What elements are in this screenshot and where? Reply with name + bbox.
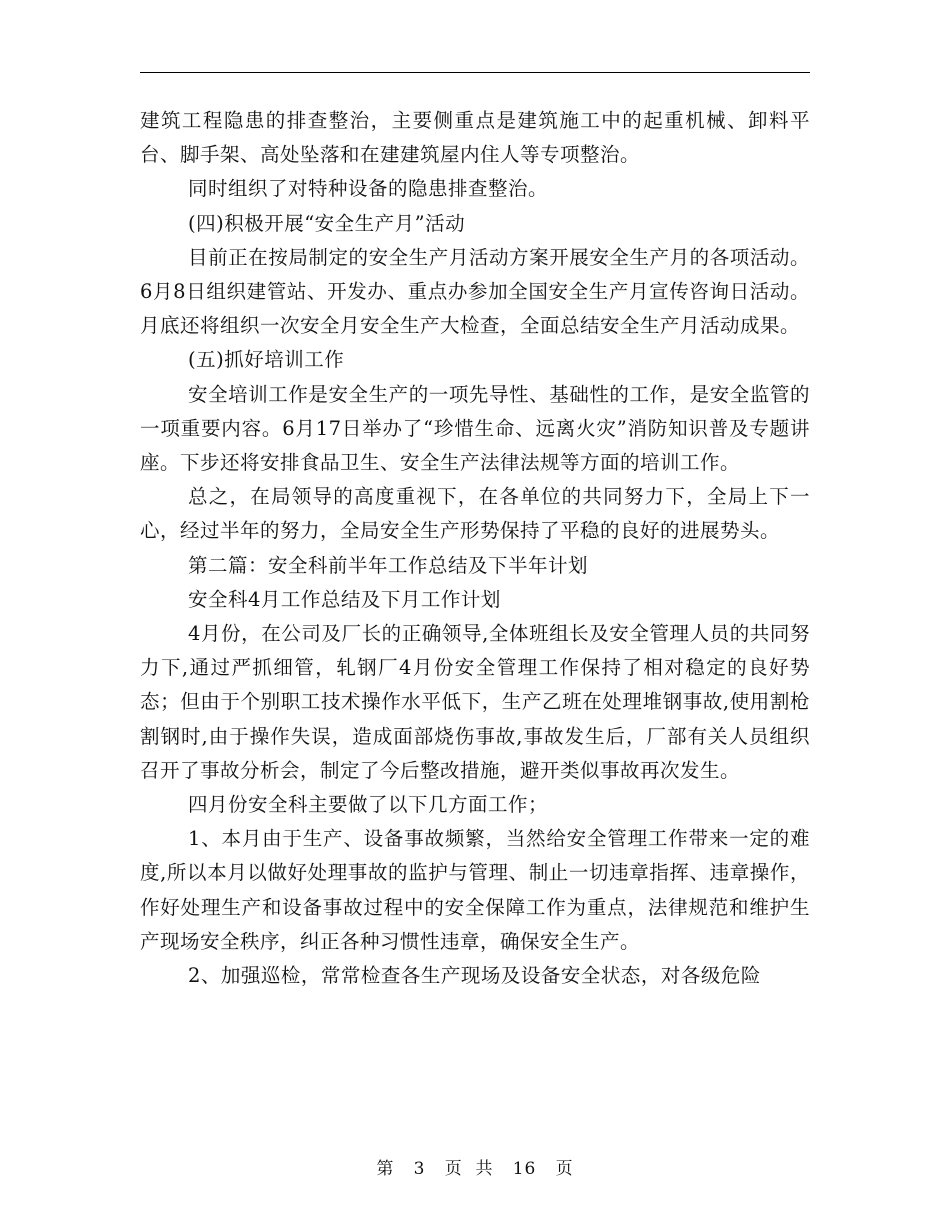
footer-total-pages: 16 — [512, 1159, 537, 1179]
footer-middle: 页 共 — [444, 1159, 494, 1179]
list-item-1: 1、本月由于生产、设备事故频繁，当然给安全管理工作带来一定的难度,所以本月以做好处理事故的监护与管理、制止一切违章指挥、违章操作，作好处理生产和设备事故过程中的安全保障工作为重点，法律规范和维护生产现场安全秩序，纠正各种习惯性违章，确保安全生产。 — [140, 827, 810, 953]
body-text — [140, 104, 810, 993]
paragraph-1: 建筑工程隐患的排查整治，主要侧重点是建筑施工中的起重机械、卸料平台、脚手架、高处坠落和在建建筑屋内住人等专项整治。 — [140, 109, 810, 167]
paragraph-7: 四月份安全科主要做了以下几方面工作； — [188, 793, 549, 817]
page-footer — [0, 1154, 950, 1179]
footer-suffix: 页 — [555, 1159, 574, 1179]
footer-prefix: 第 — [376, 1159, 395, 1179]
section-heading-5: (五)抓好培训工作 — [188, 348, 345, 372]
paragraph-2: 同时组织了对特种设备的隐患排查整治。 — [188, 177, 549, 201]
footer-current-page: 3 — [413, 1159, 426, 1179]
report-title: 安全科4月工作总结及下月工作计划 — [188, 587, 501, 611]
paragraph-6: 4月份，在公司及厂长的正确领导,全体班组长及安全管理人员的共同努力下,通过严抓细管，轧钢厂4月份安全管理工作保持了相对稳定的良好势态；但由于个别职工技术操作水平低下，生产乙班在处理堆钢事故,使用割枪割钢时,由于操作失误，造成面部烧伤事故,事故发生后，厂部有关人员组织召开了事故分析会，制定了今后整改措施，避开类似事故再次发生。 — [140, 622, 810, 782]
header-rule — [140, 72, 810, 73]
chapter-title: 第二篇：安全科前半年工作总结及下半年计划 — [188, 553, 589, 577]
paragraph-4: 安全培训工作是安全生产的一项先导性、基础性的工作，是安全监管的一项重要内容。6月17日举办了“珍惜生命、远离火灾”消防知识普及专题讲座。下步还将安排食品卫生、安全生产法律法规等方面的培训工作。 — [140, 382, 810, 475]
list-item-2: 2、加强巡检，常常检查各生产现场及设备安全状态，对各级危险 — [188, 964, 761, 988]
paragraph-5: 总之，在局领导的高度重视下，在各单位的共同努力下，全局上下一心，经过半年的努力，全局安全生产形势保持了平稳的良好的进展势头。 — [140, 485, 810, 543]
section-heading-4: (四)积极开展“安全生产月”活动 — [188, 211, 466, 235]
paragraph-3: 目前正在按局制定的安全生产月活动方案开展安全生产月的各项活动。6月8日组织建管站、开发办、重点办参加全国安全生产月宣传咨询日活动。月底还将组织一次安全月安全生产大检查，全面总结安全生产月活动成果。 — [140, 245, 810, 338]
